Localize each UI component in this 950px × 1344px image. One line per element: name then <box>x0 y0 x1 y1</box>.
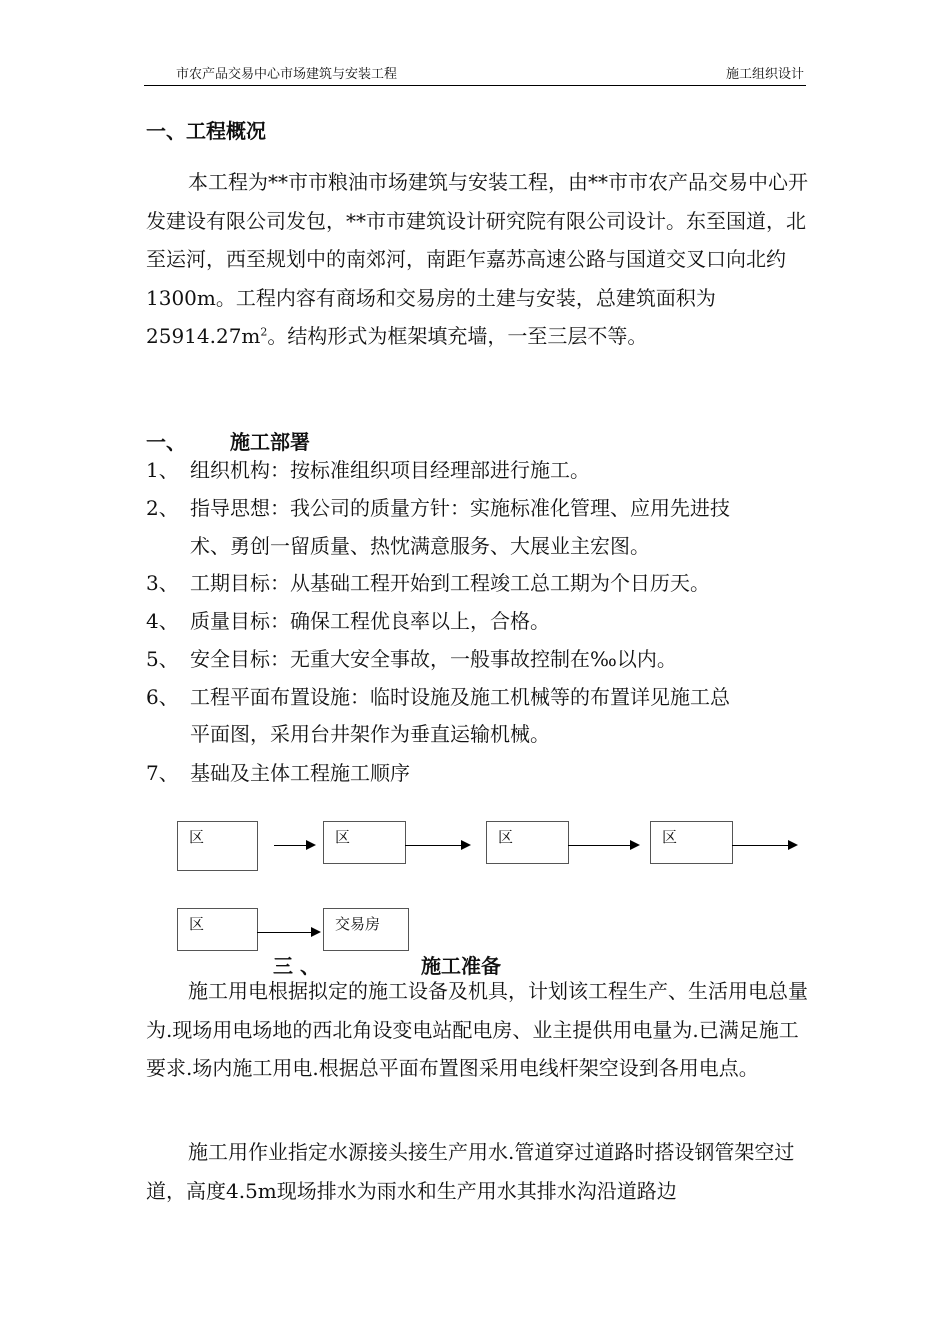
list-item-4-number: 4、 <box>146 609 179 633</box>
flow-box-4-label: 区 <box>662 828 678 846</box>
flow-box-2-label: 区 <box>335 828 351 846</box>
flow-arrow-2 <box>405 845 469 846</box>
section3-title: 施工准备 <box>421 954 501 978</box>
section3-number: 三 、 <box>273 954 320 978</box>
list-item-6-number: 6、 <box>146 685 179 709</box>
list-item-3-number: 3、 <box>146 571 179 595</box>
section1-paragraph-text: 本工程为**市市粮油市场建筑与安装工程，由**市市农产品交易中心开发建设有限公司发包，**市市建筑设计研究院有限公司设计。东至国道，北至运河，西至规划中的南郊河，南距乍嘉苏高速公路与国道交叉口向北约1300m。工程内容有商场和交易房的土建与安装，总建筑面积为25914.27m <box>146 170 808 348</box>
superscript-2: 2 <box>260 325 268 339</box>
flow-box-3 <box>486 821 569 864</box>
list-item-6-text-line1: 工程平面布置设施：临时设施及施工机械等的布置详见施工总 <box>190 685 730 709</box>
flow-box-2 <box>323 821 406 864</box>
flow-box-5 <box>177 908 258 951</box>
list-item-3-text: 工期目标：从基础工程开始到工程竣工总工期为个日历天。 <box>190 571 710 595</box>
section3-paragraph-2-text: 施工用作业指定水源接头接生产用水.管道穿过道路时搭设钢管架空过道，高度4.5m现场排水为雨水和生产用水其排水沟沿道路边 <box>146 1140 795 1203</box>
section2-heading <box>146 429 310 455</box>
flow-box-6-label: 交易房 <box>335 915 381 933</box>
section2-number: 一、 <box>146 430 186 454</box>
flow-box-4 <box>650 821 733 864</box>
list-item-4-text: 质量目标：确保工程优良率以上，合格。 <box>190 609 550 633</box>
section1-heading: 一、工程概况 <box>146 119 266 143</box>
list-item-1-number: 1、 <box>146 458 179 482</box>
section3-paragraph-1 <box>146 972 812 1088</box>
list-item-7-number: 7、 <box>146 761 179 785</box>
section2-title: 施工部署 <box>230 430 310 454</box>
list-item-7-text: 基础及主体工程施工顺序 <box>190 761 410 785</box>
flow-arrow-4 <box>732 845 796 846</box>
section3-paragraph-1-text: 施工用电根据拟定的施工设备及机具，计划该工程生产、生活用电总量为.现场用电场地的西北角设变电站配电房、业主提供用电量为.已满足施工要求.场内施工用电.根据总平面布置图采用电线杆架空设到各用电点。 <box>146 979 808 1080</box>
flow-box-1-label: 区 <box>189 828 205 846</box>
list-item-2-text-line2: 术、勇创一留质量、热忱满意服务、大展业主宏图。 <box>190 534 650 558</box>
section1-paragraph-end: 。结构形式为框架填充墙，一至三层不等。 <box>267 324 648 348</box>
header-right-title: 施工组织设计 <box>725 67 804 82</box>
list-item-2-number: 2、 <box>146 496 179 520</box>
list-item-5-number: 5、 <box>146 647 179 671</box>
flow-arrow-3 <box>568 845 638 846</box>
list-item-6-text-line2: 平面图，采用台井架作为垂直运输机械。 <box>190 722 550 746</box>
flow-box-6 <box>323 908 409 951</box>
header-left-title: 市农产品交易中心市场建筑与安装工程 <box>176 67 398 82</box>
flow-box-5-label: 区 <box>189 915 205 933</box>
flow-arrow-1 <box>274 845 314 846</box>
list-item-1-text: 组织机构：按标准组织项目经理部进行施工。 <box>190 458 590 482</box>
section1-paragraph <box>146 163 812 356</box>
list-item-2-text-line1: 指导思想：我公司的质量方针：实施标准化管理、应用先进技 <box>190 496 730 520</box>
list-item-5-text: 安全目标：无重大安全事故，一般事故控制在‰以内。 <box>190 647 677 671</box>
section3-paragraph-2 <box>146 1133 812 1210</box>
flow-box-3-label: 区 <box>498 828 514 846</box>
header-rule <box>144 85 806 86</box>
flow-box-1 <box>177 821 258 871</box>
flow-arrow-5 <box>257 932 319 933</box>
